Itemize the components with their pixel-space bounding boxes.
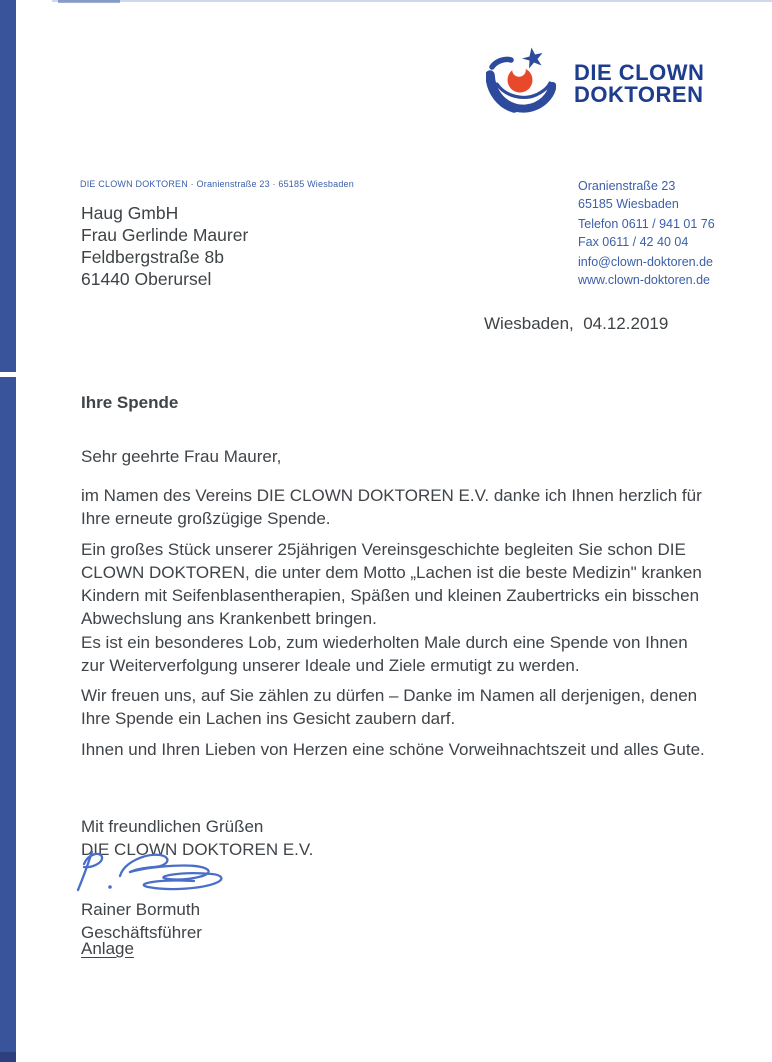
body-paragraph-4	[81, 684, 697, 730]
contact-street: Oranienstraße 23	[578, 179, 676, 193]
clown-face-icon	[486, 46, 556, 114]
body-line: Kindern mit Seifenblasentherapien, Späßen und kleinen Zaubertricks ein bisschen	[81, 586, 700, 605]
recipient-city: 61440 Oberursel	[81, 269, 212, 289]
signer-name: Rainer Bormuth	[81, 900, 201, 919]
date-line: Wiesbaden, 04.12.2019	[484, 314, 669, 333]
body-line: Ihnen und Ihren Lieben von Herzen eine schöne Vorweihnachtszeit und alles Gute.	[81, 740, 705, 759]
logo-line-2: DOKTOREN	[574, 82, 704, 107]
star-icon	[522, 48, 543, 69]
contact-phone: Telefon 0611 / 941 01 76	[578, 217, 715, 231]
subject-line: Ihre Spende	[81, 393, 179, 412]
contact-phone-group	[578, 216, 715, 251]
salutation: Sehr geehrte Frau Maurer,	[81, 447, 282, 466]
logo-wordmark	[574, 62, 704, 106]
recipient-company: Haug GmbH	[81, 203, 179, 223]
body-line: zur Weiterverfolgung unserer Ideale und Ziele ermutigt zu werden.	[81, 656, 580, 675]
contact-fax: Fax 0611 / 42 40 04	[578, 234, 689, 249]
body-paragraph-2	[81, 538, 702, 630]
body-line: im Namen des Vereins DIE CLOWN DOKTOREN E.V. danke ich Ihnen herzlich für	[81, 486, 702, 505]
contact-website: www.clown-doktoren.de	[578, 272, 711, 287]
enclosure-note: Anlage	[81, 939, 134, 958]
top-scan-line	[52, 0, 772, 2]
sender-return-address: DIE CLOWN DOKTOREN · Oranienstraße 23 · 65185 Wiesbaden	[80, 179, 354, 189]
body-line: CLOWN DOKTOREN, die unter dem Motto „Lachen ist die beste Medizin" kranken	[81, 563, 702, 582]
recipient-address	[81, 202, 248, 290]
body-line: Ein großes Stück unserer 25jährigen Vereinsgeschichte begleiten Sie schon DIE	[81, 540, 686, 559]
body-line: Ihre Spende ein Lachen ins Gesicht zaubern darf.	[81, 709, 456, 728]
contact-address-group	[578, 178, 679, 213]
contact-email: info@clown-doktoren.de	[578, 255, 713, 269]
body-line: Abwechslung ans Krankenbett bringen.	[81, 609, 377, 628]
top-scan-mark	[58, 0, 120, 3]
bar-bottom-edge	[0, 1052, 16, 1062]
body-line: Ihre erneute großzügige Spende.	[81, 509, 331, 528]
body-paragraph-3	[81, 631, 688, 677]
logo-line-1: DIE CLOWN	[574, 60, 705, 85]
body-line: Wir freuen uns, auf Sie zählen zu dürfen – Danke im Namen all derjenigen, denen	[81, 686, 698, 705]
recipient-street: Feldbergstraße 8b	[81, 247, 224, 267]
closing-greeting: Mit freundlichen Grüßen	[81, 817, 264, 836]
contact-city: 65185 Wiesbaden	[578, 196, 679, 211]
fold-mark-gap	[0, 372, 16, 377]
left-accent-bar	[0, 0, 16, 1062]
contact-web-group	[578, 254, 713, 289]
signer-title: Geschäftsführer	[81, 923, 202, 942]
recipient-name: Frau Gerlinde Maurer	[81, 225, 249, 245]
body-paragraph-1	[81, 484, 702, 530]
signature-scribble	[72, 846, 244, 900]
closing-organization: DIE CLOWN DOKTOREN E.V.	[81, 840, 314, 859]
body-line: Es ist ein besonderes Lob, zum wiederholten Male durch eine Spende von Ihnen	[81, 633, 688, 652]
body-paragraph-5	[81, 738, 705, 761]
